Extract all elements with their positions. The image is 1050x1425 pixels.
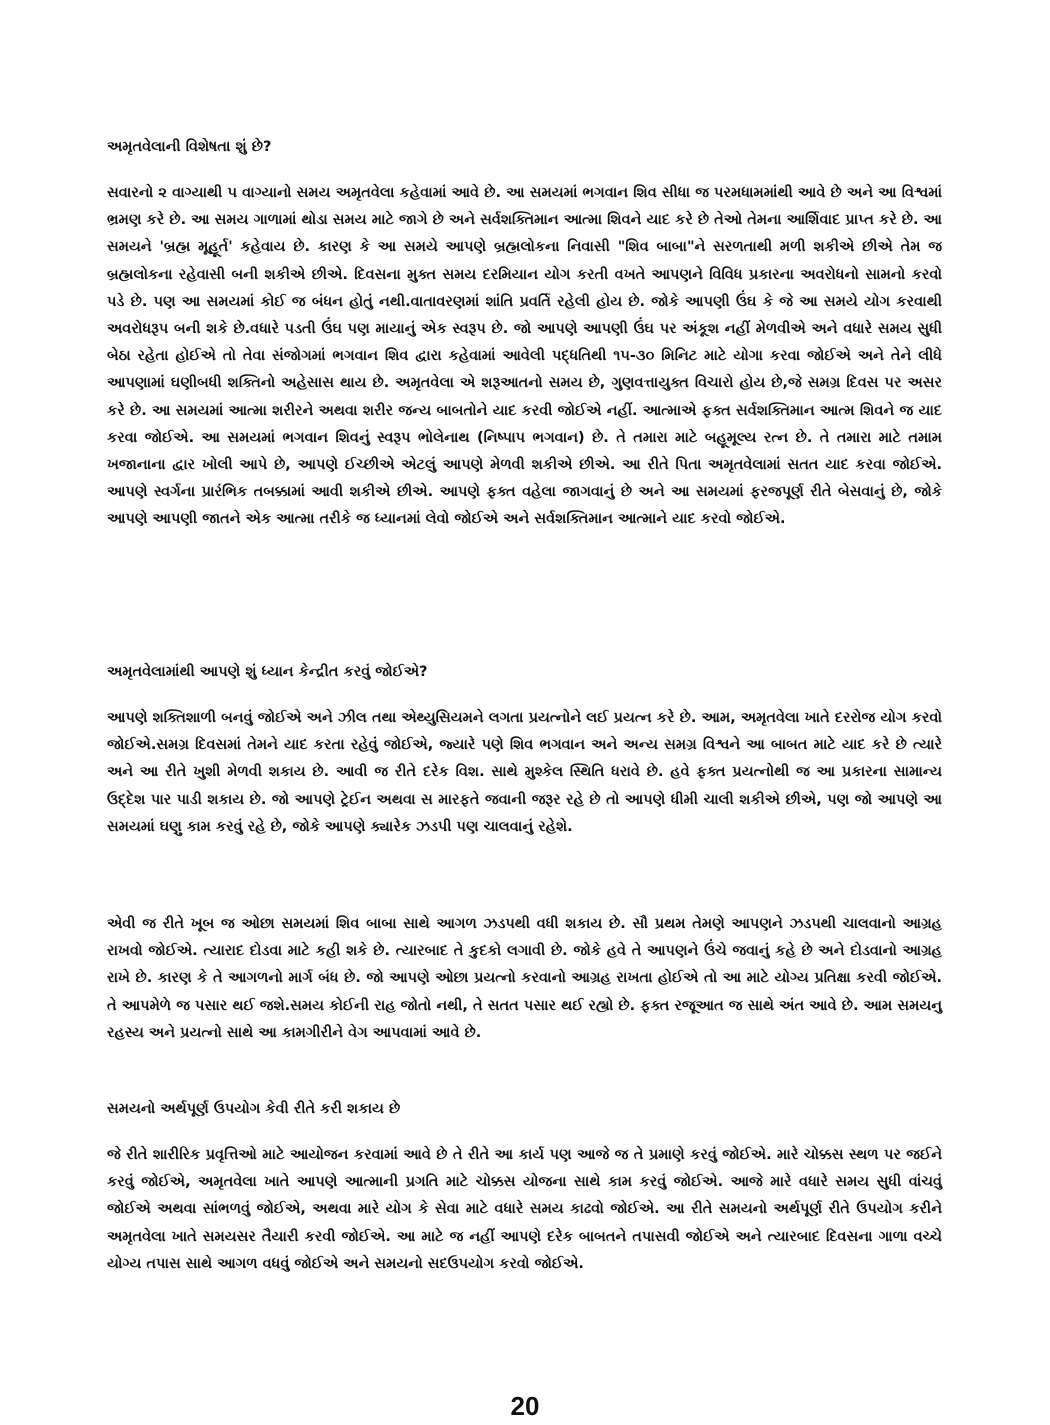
page-number: 20 [510,1393,540,1419]
paragraph-focus: આપણે શક્તિશાળી બનવું જોઈએ અને ઝીલ તથા એથ્યુસિયમને લગતા પ્રયત્નોને લઈ પ્રયત્ન કરે છે. આમ, અમૃતવેલા ખાતે દરરોજ યોગ કરવો જોઈએ.સમગ્ર દિવસમાં તેમને યાદ કરતા રહેવું જોઈએ, જ્યારે પણે શિવ ભગવાન અને અન્ય સમગ્ર વિશ્વને આ બાબત માટે યાદ કરે છે ત્યારે અને આ રીતે ખુશી મેળવી શકાય છે. આવી જ રીતે દરેક વિશ. સાથે મુશ્કેલ સ્થિતિ ધરાવે છે. હવે ફક્ત પ્રયત્નોથી જ આ પ્રકારના સામાન્ય ઉદ્દેશ પાર પાડી શકાય છે. જો આપણે ટ્રેઈન અથવા સ મારફતે જવાની જરૂર રહે છે તો આપણે ધીમી ચાલી શકીએ છીએ, પણ જો આપણે આ સમયમાં ઘણુ કામ કરવું રહે છે, જોકે આપણે ક્યારેક ઝડપી પણ ચાલવાનું રહેશે. [107,710,942,835]
section-heading-meaningful-use-of-time: સમયનો અર્થપૂર્ણ ઉપયોગ કેવી રીતે કરી શકાય છે [107,1101,401,1117]
paragraph-progress-with-shiv-baba: એવી જ રીતે ખૂબ જ ઓછા સમયમાં શિવ બાબા સાથે આગળ ઝડપથી વધી શકાય છે. સૌ પ્રથમ તેમણે આપણને ઝડપથી ચાલવાનો આગ્રહ રાખવો જોઈએ. ત્યારાદ દોડવા માટે કહી શકે છે. ત્યારબાદ તે કુદકો લગાવી છે. જોકે હવે તે આપણને ઉંચે જવાનું કહે છે અને દોડવાનો આગ્રહ રાખે છે. કારણ કે તે આગળનો માર્ગ બંધ છે. જો આપણે ઓછા પ્રયત્નો કરવાનો આગ્રહ રાખતા હોઈએ તો આ માટે યોગ્ય પ્રતિક્ષા કરવી જોઈએ. તે આપમેળે જ પસાર થઈ જશે.સમય કોઈની રાહ જોતો નથી, તે સતત પસાર થઈ રહ્યો છે. ફક્ત રજૂઆત જ સાથે અંત આવે છે. આમ સમયનુ રહસ્ય અને પ્રયત્નો સાથે આ કામગીરીને વેગ આપવામાં આવે છે. [107,916,942,1041]
paragraph-meaningful-use-of-time: જે રીતે શારીરિક પ્રવૃત્તિઓ માટે આયોજન કરવામાં આવે છે તે રીતે આ કાર્ય પણ આજે જ તે પ્રમાણે કરવું જોઈએ. મારે ચોક્કસ સ્થળ પર જઈને કરવું જોઈએ, અમૃતવેલા ખાતે આપણે આત્માની પ્રગતિ માટે ચોક્કસ યોજના સાથે કામ કરવું જોઈએ. આજે મારે વધારે સમય સુધી વાંચવું જોઈએ અથવા સાંભળવું જોઈએ, અથવા મારે યોગ કે સેવા માટે વધારે સમય કાઢવો જોઈએ. આ રીતે સમયનો અર્થપૂર્ણ રીતે ઉપયોગ કરીને અમૃતવેલા ખાતે સમયસર તૈયારી કરવી જોઈએ. આ માટે જ નહીં આપણે દરેક બાબતને તપાસવી જોઈએ અને ત્યારબાદ દિવસના ગાળા વચ્ચે યોગ્ય તપાસ સાથે આગળ વધવું જોઈએ અને સમયનો સદઉપયોગ કરવો જોઈએ. [107,1147,942,1272]
section-heading-amrutvela-specialty: અમૃતવેલાની વિશેષતા શું છે? [107,139,272,155]
section-heading-focus: અમૃતવેલામાંથી આપણે શું ધ્યાન કેન્દ્રીત કરવું જોઈએ? [107,664,428,680]
paragraph-amrutvela-specialty: સવારનો ૨ વાગ્યાથી ૫ વાગ્યાનો સમય અમૃતવેલા કહેવામાં આવે છે. આ સમયમાં ભગવાન શિવ સીધા જ પરમધામમાંથી આવે છે અને આ વિશ્વમાં ભ્રમણ કરે છે. આ સમય ગાળામાં થોડા સમય માટે જાગે છે અને સર્વશક્તિમાન આત્મા શિવને યાદ કરે છે તેઓ તેમના આર્શિવાદ પ્રાપ્ત કરે છે. આ સમયને 'બ્રહ્મ મૂહૂર્ત' કહેવાય છે. કારણ કે આ સમયે આપણે બ્રહ્મલોકના નિવાસી "શિવ બાબા"ને સરળતાથી મળી શકીએ છીએ તેમ જ બ્રહ્મલોકના રહેવાસી બની શકીએ છીએ. દિવસના મુક્ત સમય દરમિયાન યોગ કરતી વખતે આપણને વિવિધ પ્રકારના અવરોધનો સામનો કરવો પડે છે. પણ આ સમયમાં કોઈ જ બંધન હોતું નથી.વાતાવરણમાં શાંતિ પ્રવર્તિ રહેલી હોય છે. જોકે આપણી ઉંઘ કે જે આ સમયે યોગ કરવાથી અવરોધરૂપ બની શકે છે.વધારે પડતી ઉંઘ પણ માયાનું એક સ્વરૂપ છે. જો આપણે આપણી ઉંઘ પર અંકૂશ નહીં મેળવીએ અને વધારે સમય સુધી બેઠા રહેતા હોઈએ તો તેવા સંજોગમાં ભગવાન શિવ દ્વારા કહેવામાં આવેલી પદ્ધતિથી ૧૫-૩૦ મિનિટ માટે યોગા કરવા જોઈએ અને તેને લીધે આપણામાં ઘણીબધી શક્તિનો અહેસાસ થાય છે. અમૃતવેલા એ શરૂઆતનો સમય છે, ગુણવત્તાયુક્ત વિચારો હોય છે,જે સમગ્ર દિવસ પર અસર કરે છે. આ સમયમાં આત્મા શરીરને અથવા શરીર જન્ય બાબતોને યાદ કરવી જોઈએ નહીં. આત્માએ ફક્ત સર્વશક્તિમાન આત્મ શિવને જ યાદ કરવા જોઈએ. આ સમયમાં ભગવાન શિવનું સ્વરૂપ ભોલેનાથ (નિષ્પાપ ભગવાન) છે. તે તમારા માટે બહૂમૂલ્ય રત્ન છે. તે તમારા માટે તમામ ખજાનાના દ્વાર ખોલી આપે છે, આપણે ઈચ્છીએ એટલું આપણે મેળવી શકીએ છીએ. આ રીતે પિતા અમૃતવેલામાં સતત યાદ કરવા જોઈએ. આપણે સ્વર્ગના પ્રારંભિક તબક્કામાં આવી શકીએ છીએ. આપણે ફક્ત વહેલા જાગવાનું છે અને આ સમયમાં ફરજપૂર્ણ રીતે બેસવાનું છે, જોકે આપણે આપણી જાતને એક આત્મા તરીકે જ ધ્યાનમાં લેવો જોઈએ અને સર્વશક્તિમાન આત્માને યાદ કરવો જોઈએ. [107,185,942,528]
